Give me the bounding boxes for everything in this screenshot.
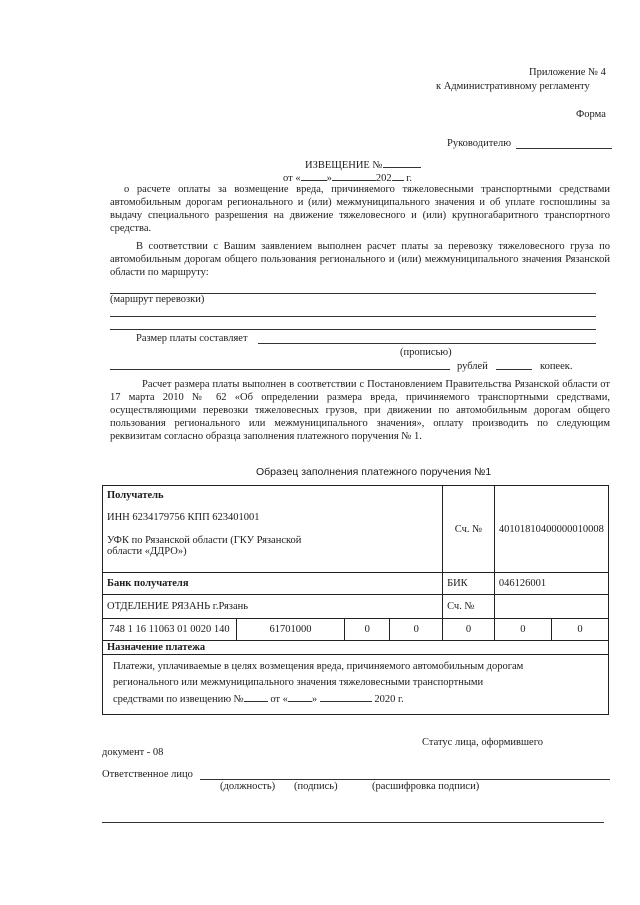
purpose-year: 2020 г. [374,694,404,705]
purpose-notice-label: средствами по извещению № [113,694,244,705]
recipient-name-line1: УФК по Рязанской области (ГКУ Рязанской [107,535,302,546]
account-number: 40101810400000010008 [498,523,604,535]
code-field-3: 0 [344,619,390,641]
recipient-cell [103,486,443,573]
calculation-paragraph: Расчет размера платы выполнен в соответствии с Постановлением Правительства Рязанской области от 17 марта 2010 № 62 «Об определении размера вреда, причиняемого транспортными средствами, осуществляющими перевозки тяжеловесных грузов, при движении по автомобильным дорогам общего пользования регионального или межмуниципального значения», оплату производить по следующим реквизитам согласно образца заполнения платежного поручения № 1. [110,379,610,442]
kopecks-line [496,369,532,370]
notice-number-blank [383,157,421,168]
purpose-cell [103,655,609,715]
code-field-7: 0 [551,619,608,641]
route-line-2 [110,316,596,317]
bank-account-value [494,595,608,619]
position-caption: (должность) [220,781,276,792]
status-label: Статус лица, оформившего [422,737,544,748]
purpose-line-2: регионального или межмуниципального значения тяжеловесными транспортными [113,677,484,688]
notice-date-mid: » [326,173,332,184]
appendix-regulation: к Административному регламенту [436,81,590,92]
decoding-caption: (расшифровка подписи) [372,781,480,792]
bank-name: ОТДЕЛЕНИЕ РЯЗАНЬ г.Рязань [103,595,443,619]
account-label-cell [443,486,495,573]
form-label: Форма [576,109,606,120]
appendix-number: Приложение № 4 [529,67,606,78]
bank-account-label: Сч. № [443,595,495,619]
purpose-date-prefix: от « [270,694,288,705]
notice-date-prefix: от « [283,173,301,184]
code-field-4: 0 [390,619,443,641]
route-line-3 [110,329,596,330]
bik-label: БИК [443,573,495,595]
fee-words-line [110,369,450,370]
bank-label: Банк получателя [103,573,443,595]
payment-order-title: Образец заполнения платежного поручения №1 [256,466,492,478]
account-label: Сч. № [454,523,483,535]
purpose-day-blank [288,691,312,702]
purpose-line-1: Платежи, уплачиваемые в целях возмещения вреда, причиняемого автомобильным дорогам [113,661,524,672]
payment-order-table [102,485,609,715]
bik-value: 046126001 [494,573,608,595]
notice-date-suffix: г. [406,173,412,184]
purpose-line-3 [113,691,602,708]
fee-amount-line [258,343,596,344]
document-code: документ - 08 [102,747,164,758]
purpose-month-blank [320,691,372,702]
responsible-label: Ответственное лицо [102,769,193,780]
kopecks-label: копеек. [540,361,573,372]
rubles-label: рублей [457,361,488,372]
recipient-label: Получатель [107,490,164,501]
notice-day-blank [301,170,327,181]
purpose-label: Назначение платежа [103,641,609,655]
notice-year: 202 [375,173,392,184]
head-label: Руководителю [447,138,512,149]
code-field-5: 0 [443,619,495,641]
notice-title-text: ИЗВЕЩЕНИЕ № [305,160,383,171]
purpose-date-mid: » [311,694,318,705]
signature-caption: (подпись) [294,781,338,792]
recipient-name-line2: области «ДДРО») [107,546,187,557]
code-oktmo: 61701000 [236,619,344,641]
in-words-label: (прописью) [400,347,452,358]
notice-year-blank [392,170,404,181]
route-label: (маршрут перевозки) [110,294,205,305]
fee-label: Размер платы составляет [136,333,248,344]
bottom-line [102,822,604,823]
recipient-inn-kpp: ИНН 6234179756 КПП 623401001 [107,512,260,523]
code-kbk: 748 1 16 11063 01 0020 140 [103,619,237,641]
notice-month-blank [332,170,376,181]
account-number-cell [494,486,608,573]
route-paragraph: В соответствии с Вашим заявлением выполнен расчет платы за перевозку тяжеловесного груза по автомобильным дорогам общего пользования регионального и (или) межмуниципального значения Рязанской области по маршруту: [110,241,610,278]
notice-subject: о расчете оплаты за возмещение вреда, причиняемого тяжеловесными транспортными средствами автомобильным дорогам регионального и (или) межмуниципального значения и об уплате госпошлины за выдачу специального разрешения на движение тяжеловесного и (или) крупногабаритного транспортного средства. [110,184,610,234]
head-name-line [516,148,612,149]
purpose-number-blank [244,691,268,702]
code-field-6: 0 [494,619,551,641]
